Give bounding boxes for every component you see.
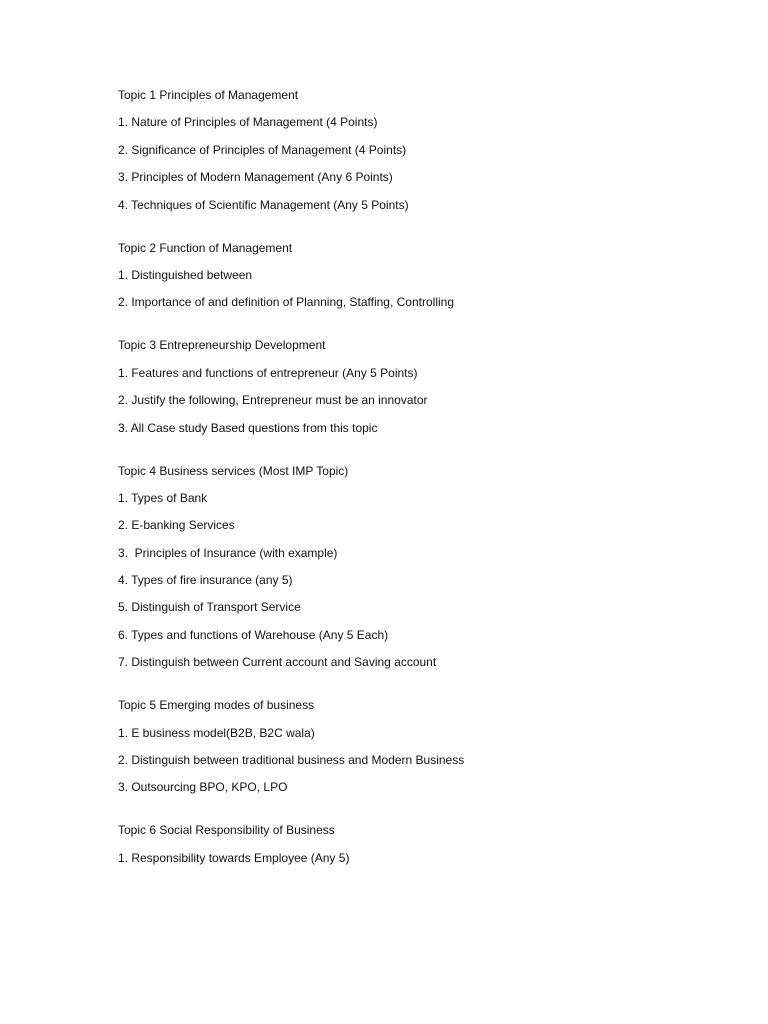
topic-item: 4. Techniques of Scientific Management (Any 5 Points) (118, 197, 409, 212)
topic-item: 2. Distinguish between traditional business and Modern Business (118, 753, 465, 768)
topic-section-1 (118, 87, 738, 213)
topic-title: Topic 4 Business services (Most IMP Topic) (118, 463, 349, 478)
topic-item: 1. Types of Bank (118, 490, 208, 505)
topic-item: 4. Types of fire insurance (any 5) (118, 573, 293, 588)
topic-title: Topic 3 Entrepreneurship Development (118, 338, 326, 353)
topic-item: 6. Types and functions of Warehouse (Any 5 Each) (118, 627, 389, 642)
topic-item: 3. All Case study Based questions from this topic (118, 420, 378, 435)
topic-section-4 (118, 463, 738, 671)
topic-title: Topic 6 Social Responsibility of Business (118, 823, 335, 838)
topic-item: 1. E business model(B2B, B2C wala) (118, 725, 315, 740)
topic-item: 1. Nature of Principles of Management (4 Points) (118, 115, 378, 130)
topic-section-6 (118, 822, 738, 865)
topic-item: 2. E-banking Services (118, 518, 235, 533)
topic-item: 3. Principles of Insurance (with example) (118, 545, 338, 560)
topic-title: Topic 5 Emerging modes of business (118, 698, 315, 713)
topic-section-5 (118, 697, 738, 795)
topic-item: 3. Principles of Modern Management (Any 6 Points) (118, 170, 393, 185)
topic-item: 1. Distinguished between (118, 267, 253, 282)
topic-section-3 (118, 337, 738, 435)
topic-title: Topic 2 Function of Management (118, 240, 293, 255)
topic-item: 3. Outsourcing BPO, KPO, LPO (118, 780, 288, 795)
topic-item: 1. Responsibility towards Employee (Any 5) (118, 850, 350, 865)
document-page (118, 87, 738, 877)
topic-title: Topic 1 Principles of Management (118, 88, 299, 102)
topic-item: 5. Distinguish of Transport Service (118, 600, 301, 615)
topic-item: 1. Features and functions of entrepreneur (Any 5 Points) (118, 365, 418, 380)
topic-item: 7. Distinguish between Current account and Saving account (118, 655, 437, 670)
topic-item: 2. Importance of and definition of Planning, Staffing, Controlling (118, 295, 454, 310)
topic-item: 2. Justify the following, Entrepreneur must be an innovator (118, 393, 428, 408)
topic-item: 2. Significance of Principles of Management (4 Points) (118, 142, 407, 157)
topic-section-2 (118, 240, 738, 311)
